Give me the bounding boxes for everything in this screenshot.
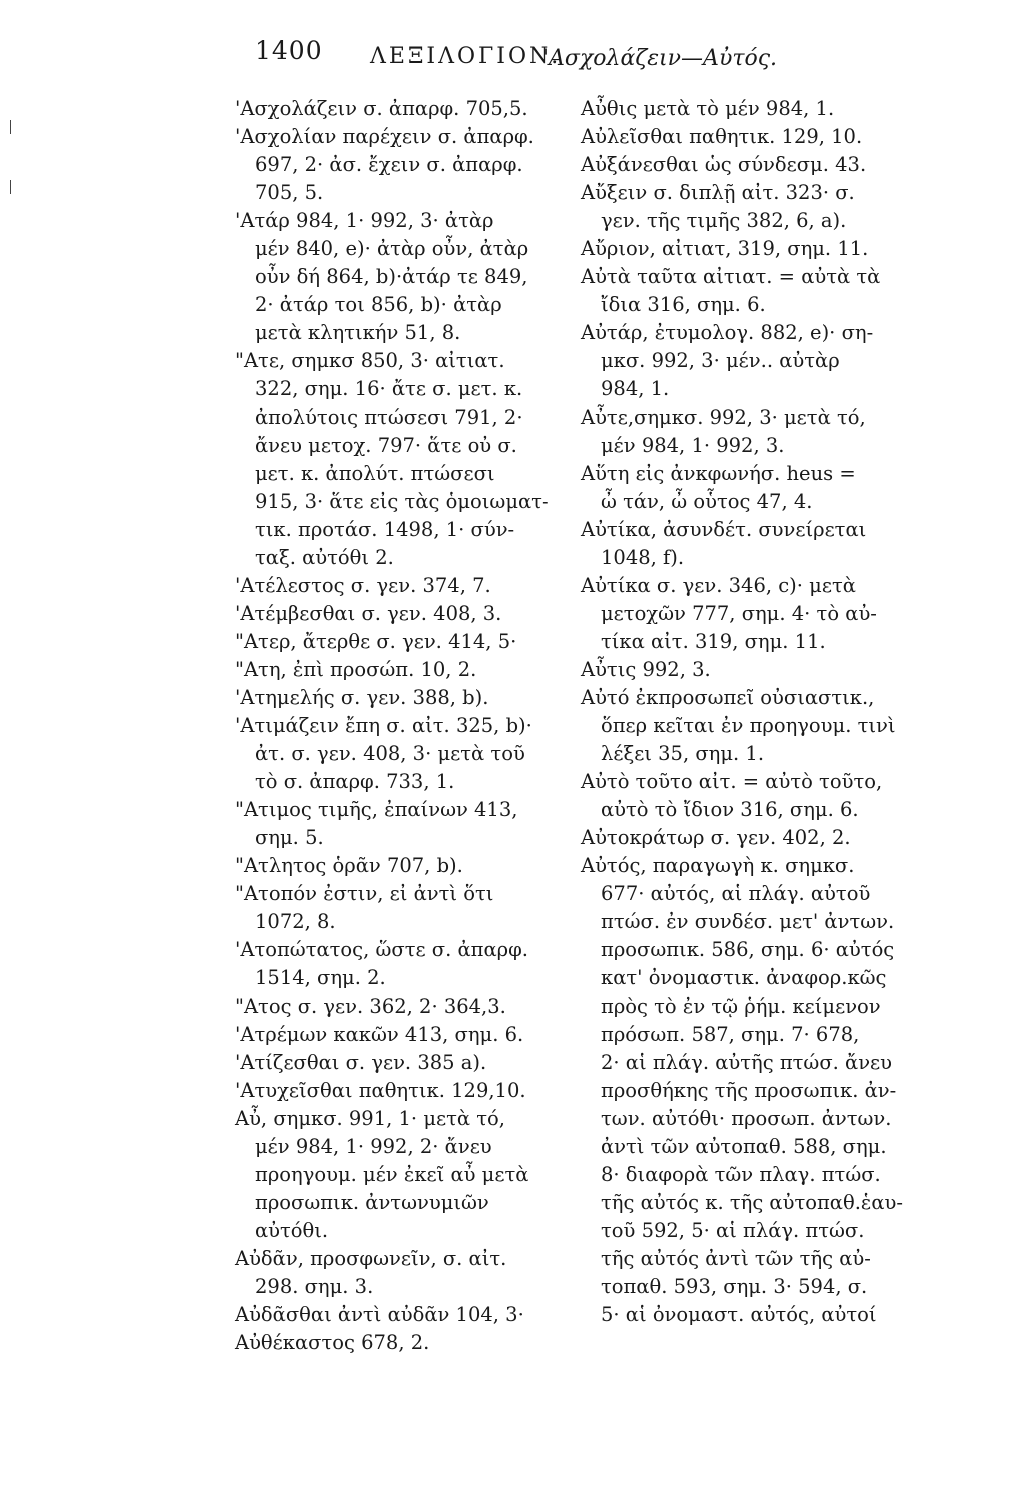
dictionary-entry: "Ατερ, ἄτερθε σ. γεν. 414, 5· — [235, 629, 517, 653]
right-column — [581, 95, 926, 1329]
margin-mark — [10, 120, 11, 134]
margin-mark — [10, 180, 11, 194]
dictionary-entry: "Ατοπόν ἐστιν, εἰ ἀντὶ ὅτι 1072, 8. — [235, 882, 494, 934]
dictionary-entry: Αὐθέκαστος 678, 2. — [235, 1331, 430, 1355]
dictionary-entry: 'Ατάρ 984, 1· 992, 3· ἀτὰρ μέν 840, e)· ἀτὰρ οὖν, ἀτὰρ οὖν δή 864, b)·ἀτάρ τε 849, 2· ἀτάρ τοι 856, b)· ἀτὰρ μετὰ κλητικήν 51, 8. — [235, 209, 529, 345]
dictionary-entry: Αὐτός, παραγωγὴ κ. σημκσ. 677· αὐτός, αἱ πλάγ. αὐτοῦ πτώσ. ἐν συνδέσ. μετ' ἀντων. προσωπικ. 586, σημ. 6· αὐτός κατ' ὀνομαστικ. ἀναφορ.κῶς πρὸς τὸ ἐν τῷ ῥήμ. κείμενον πρόσωπ. 587, σημ. 7· 678, 2· αἱ πλάγ. αὐτῆς πτώσ. ἄνευ προσθήκης τῆς προσωπικ. ἀν- των. αὐτόθι· προσωπ. ἀντων. ἀντὶ τῶν αὐτοπαθ. 588, σημ. 8· διαφορὰ τῶν πλαγ. πτώσ. τῆς αὐτός κ. τῆς αὐτοπαθ.ἑαυ- τοῦ 592, 5· αἱ πλάγ. πτώσ. τῆς αὐτός ἀντὶ τῶν τῆς αὐ- τοπαθ. 593, σημ. 3· 594, σ. 5· αἱ ὀνομαστ. αὐτός, αὐτοί — [581, 854, 903, 1327]
dictionary-entry: Αὖ, σημκσ. 991, 1· μετὰ τό, μέν 984, 1· 992, 2· ἄνευ προηγουμ. μέν ἐκεῖ αὖ μετὰ προσωπικ. ἀντωνυμιῶν αὐτόθι. — [235, 1106, 529, 1242]
dictionary-entry: "Ατιμος τιμῆς, ἐπαίνων 413, σημ. 5. — [235, 798, 518, 850]
dictionary-entry: 'Ασχολάζειν σ. ἀπαρφ. 705,5. — [235, 97, 528, 120]
dictionary-entry: Αὐτίκα σ. γεν. 346, c)· μετὰ μετοχῶν 777, σημ. 4· τὸ αὐ- τίκα αἰτ. 319, σημ. 11. — [581, 573, 877, 653]
dictionary-entry: 'Ατιμάζειν ἔπη σ. αἰτ. 325, b)· ἀτ. σ. γεν. 408, 3· μετὰ τοῦ τὸ σ. ἀπαρφ. 733, 1. — [235, 714, 532, 794]
dictionary-entry: 'Ατημελής σ. γεν. 388, b). — [235, 685, 489, 709]
dictionary-entry: 'Ατέλεστος σ. γεν. 374, 7. — [235, 573, 491, 597]
dictionary-entry: "Ατε, σημκσ 850, 3· αἰτιατ. 322, σημ. 16· ἄτε σ. μετ. κ. ἀπολύτοις πτώσεσι 791, 2· ἄνευ μετοχ. 797· ἅτε οὐ σ. μετ. κ. ἀπολύτ. πτώσεσι 915, 3· ἅτε εἰς τὰς ὁμοιωματ- τικ. προτάσ. 1498, 1· σύν- ταξ. αὐτόθι 2. — [235, 349, 549, 569]
dictionary-entry: Αὐτοκράτωρ σ. γεν. 402, 2. — [581, 826, 851, 850]
dictionary-entry: Αὕτη εἰς ἀνκφωνήσ. heus = ὦ τάν, ὦ οὗτος 47, 4. — [581, 461, 856, 513]
dictionary-entry: 'Ατυχεῖσθαι παθητικ. 129,10. — [235, 1078, 526, 1102]
dictionary-entry: "Ατλητος ὁρᾶν 707, b). — [235, 854, 463, 878]
dictionary-entry: Αὐλεῖσθαι παθητικ. 129, 10. — [581, 125, 863, 149]
dictionary-entry: 'Ατέμβεσθαι σ. γεν. 408, 3. — [235, 601, 502, 625]
dictionary-entry: Αὐτίκα, ἀσυνδέτ. συνείρεται 1048, f). — [581, 517, 867, 569]
dictionary-entry: Αὐδᾶσθαι ἀντὶ αὐδᾶν 104, 3· — [235, 1303, 524, 1327]
dictionary-entry: Αὐδᾶν, προσφωνεῖν, σ. αἰτ. 298. σημ. 3. — [235, 1246, 507, 1298]
dictionary-entry: Αὖτις 992, 3. — [581, 657, 711, 681]
dictionary-entry: 'Ατοπώτατος, ὥστε σ. ἀπαρφ. 1514, σημ. 2. — [235, 938, 528, 990]
dictionary-entry: Αὐτὰ ταῦτα αἰτιατ. = αὐτὰ τὰ ἴδια 316, σημ. 6. — [581, 265, 881, 317]
dictionary-entry: 'Ατίζεσθαι σ. γεν. 385 a). — [235, 1050, 487, 1074]
running-head — [255, 36, 815, 76]
dictionary-entry: Αὐτό ἐκπροσωπεῖ οὐσιαστικ., ὅπερ κεῖται ἐν προηγουμ. τινὶ λέξει 35, σημ. 1. — [581, 685, 896, 766]
dictionary-entry: Αὔξειν σ. διπλῇ αἰτ. 323· σ. γεν. τῆς τιμῆς 382, 6, a). — [581, 181, 855, 233]
dictionary-entry: Αὐτάρ, ἐτυμολογ. 882, e)· ση- μκσ. 992, 3· μέν.. αὐτὰρ 984, 1. — [581, 321, 874, 401]
dictionary-entry: Αὖτε,σημκσ. 992, 3· μετὰ τό, μέν 984, 1· 992, 3. — [581, 405, 866, 457]
page-number: 1400 — [255, 36, 323, 65]
dictionary-entry: "Ατη, ἐπὶ προσώπ. 10, 2. — [235, 657, 477, 681]
left-column — [235, 95, 565, 1357]
entry-range: 'Ασχολάζειν—Αὐτός. — [543, 46, 778, 71]
page-title: ΛΕΞΙΛΟΓΙΟΝ. — [370, 44, 562, 69]
dictionary-entry: "Ατος σ. γεν. 362, 2· 364,3. — [235, 994, 506, 1018]
dictionary-entry: 'Ασχολίαν παρέχειν σ. ἀπαρφ. 697, 2· ἀσ. ἔχειν σ. ἀπαρφ. 705, 5. — [235, 125, 534, 205]
dictionary-entry: 'Ατρέμων κακῶν 413, σημ. 6. — [235, 1022, 524, 1046]
dictionary-entry: Αὔριον, αἰτιατ, 319, σημ. 11. — [581, 237, 869, 261]
dictionary-entry: Αὖθις μετὰ τὸ μέν 984, 1. — [581, 97, 835, 120]
dictionary-entry: Αὐξάνεσθαι ὡς σύνδεσμ. 43. — [581, 153, 867, 177]
dictionary-entry: Αὐτὸ τοῦτο αἰτ. = αὐτὸ τοῦτο, αὐτὸ τὸ ἴδιον 316, σημ. 6. — [581, 770, 883, 822]
